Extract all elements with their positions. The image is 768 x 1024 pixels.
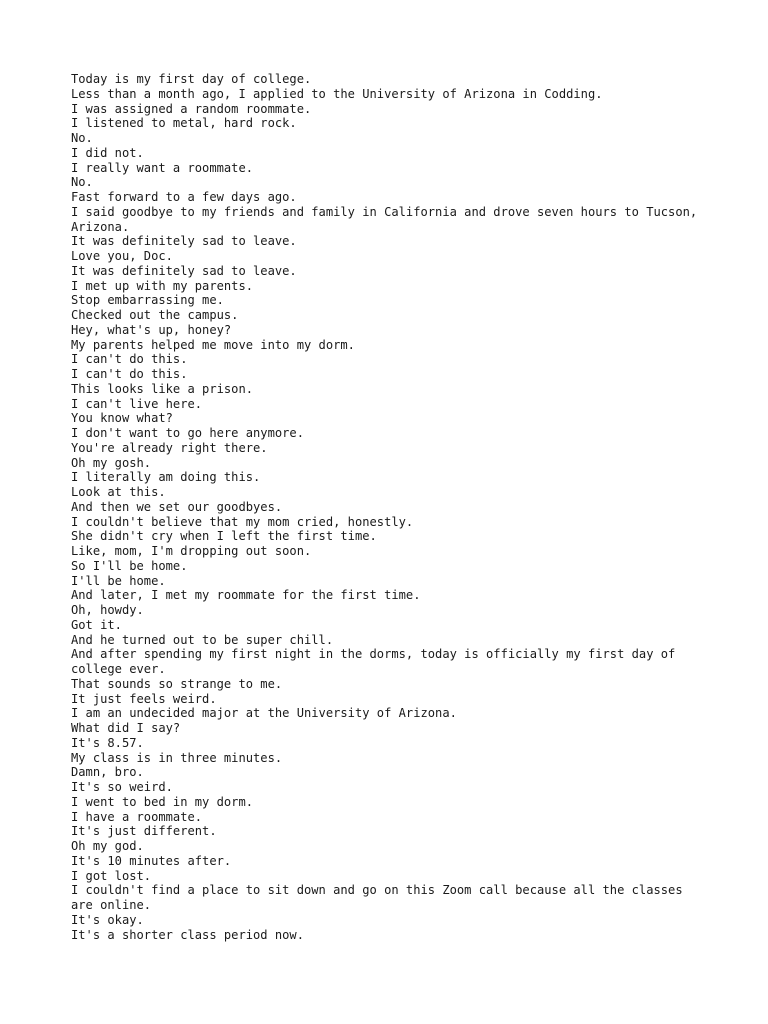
transcript-line: You're already right there. xyxy=(71,440,268,455)
transcript-line: Hey, what's up, honey? xyxy=(71,322,232,337)
transcript-line: That sounds so strange to me. xyxy=(71,676,283,691)
transcript-line: What did I say? xyxy=(71,721,181,735)
transcript-line: It's 8.57. xyxy=(71,735,144,750)
transcript-line: And after spending my first night in the dorms, today is officially my first day of college ever. xyxy=(71,647,683,676)
transcript-line: Damn, bro. xyxy=(71,765,144,780)
transcript-line: And then we set our goodbyes. xyxy=(71,499,283,514)
transcript-line: Stop embarrassing me. xyxy=(71,293,224,308)
transcript-line: I am an undecided major at the University of Arizona. xyxy=(71,706,457,721)
transcript-line: I couldn't find a place to sit down and go on this Zoom call because all the classes are online. xyxy=(71,883,690,912)
transcript-line: Love you, Doc. xyxy=(71,249,173,263)
transcript-line: I got lost. xyxy=(71,868,152,883)
transcript-line: I don't want to go here anymore. xyxy=(71,426,304,440)
transcript-line: I can't do this. xyxy=(71,352,188,367)
transcript-line: I met up with my parents. xyxy=(71,278,254,293)
transcript-line: I can't live here. xyxy=(71,396,203,411)
transcript-line: I listened to metal, hard rock. xyxy=(71,116,297,131)
transcript-line: My parents helped me move into my dorm. xyxy=(71,337,355,352)
transcript-line: I can't do this. xyxy=(71,367,188,381)
transcript-page xyxy=(71,72,711,942)
transcript-line: Look at this. xyxy=(71,485,166,499)
transcript-line: It's just different. xyxy=(71,824,217,839)
transcript-line: Like, mom, I'm dropping out soon. xyxy=(71,544,312,558)
transcript-line: Oh, howdy. xyxy=(71,603,144,617)
transcript-line: Got it. xyxy=(71,617,122,632)
transcript-line: I couldn't believe that my mom cried, honestly. xyxy=(71,514,414,529)
transcript-line: I literally am doing this. xyxy=(71,470,261,485)
transcript-line: This looks like a prison. xyxy=(71,381,254,396)
transcript-line: I'll be home. xyxy=(71,573,166,588)
transcript-line: You know what? xyxy=(71,411,173,426)
transcript-line: She didn't cry when I left the first time. xyxy=(71,529,377,544)
transcript-line: No. xyxy=(71,175,93,190)
transcript-line: No. xyxy=(71,131,93,145)
transcript-line: I have a roommate. xyxy=(71,809,203,824)
transcript-line: Checked out the campus. xyxy=(71,308,239,322)
transcript-line: Today is my first day of college. xyxy=(71,72,312,86)
transcript-line: So I'll be home. xyxy=(71,558,188,573)
transcript-line: And he turned out to be super chill. xyxy=(71,632,334,647)
transcript-line: Fast forward to a few days ago. xyxy=(71,190,297,204)
transcript-line: I really want a roommate. xyxy=(71,160,254,175)
transcript-line: It was definitely sad to leave. xyxy=(71,263,297,278)
transcript-line: It was definitely sad to leave. xyxy=(71,234,297,249)
transcript-line: It's so weird. xyxy=(71,780,173,794)
transcript-line: It just feels weird. xyxy=(71,691,217,706)
transcript-line: Oh my gosh. xyxy=(71,455,152,470)
transcript-line: And later, I met my roommate for the first time. xyxy=(71,588,421,603)
transcript-line: I did not. xyxy=(71,145,144,160)
transcript-line: I was assigned a random roommate. xyxy=(71,101,312,116)
transcript-line: Oh my god. xyxy=(71,839,144,853)
transcript-line: I went to bed in my dorm. xyxy=(71,794,254,809)
transcript-line: I said goodbye to my friends and family in California and drove seven hours to Tucson, Arizona. xyxy=(71,204,705,234)
transcript-line: It's okay. xyxy=(71,912,144,927)
transcript-line: My class is in three minutes. xyxy=(71,750,283,765)
transcript-line: Less than a month ago, I applied to the University of Arizona in Codding. xyxy=(71,86,603,101)
transcript-line: It's 10 minutes after. xyxy=(71,853,232,868)
transcript-line: It's a shorter class period now. xyxy=(71,927,304,942)
